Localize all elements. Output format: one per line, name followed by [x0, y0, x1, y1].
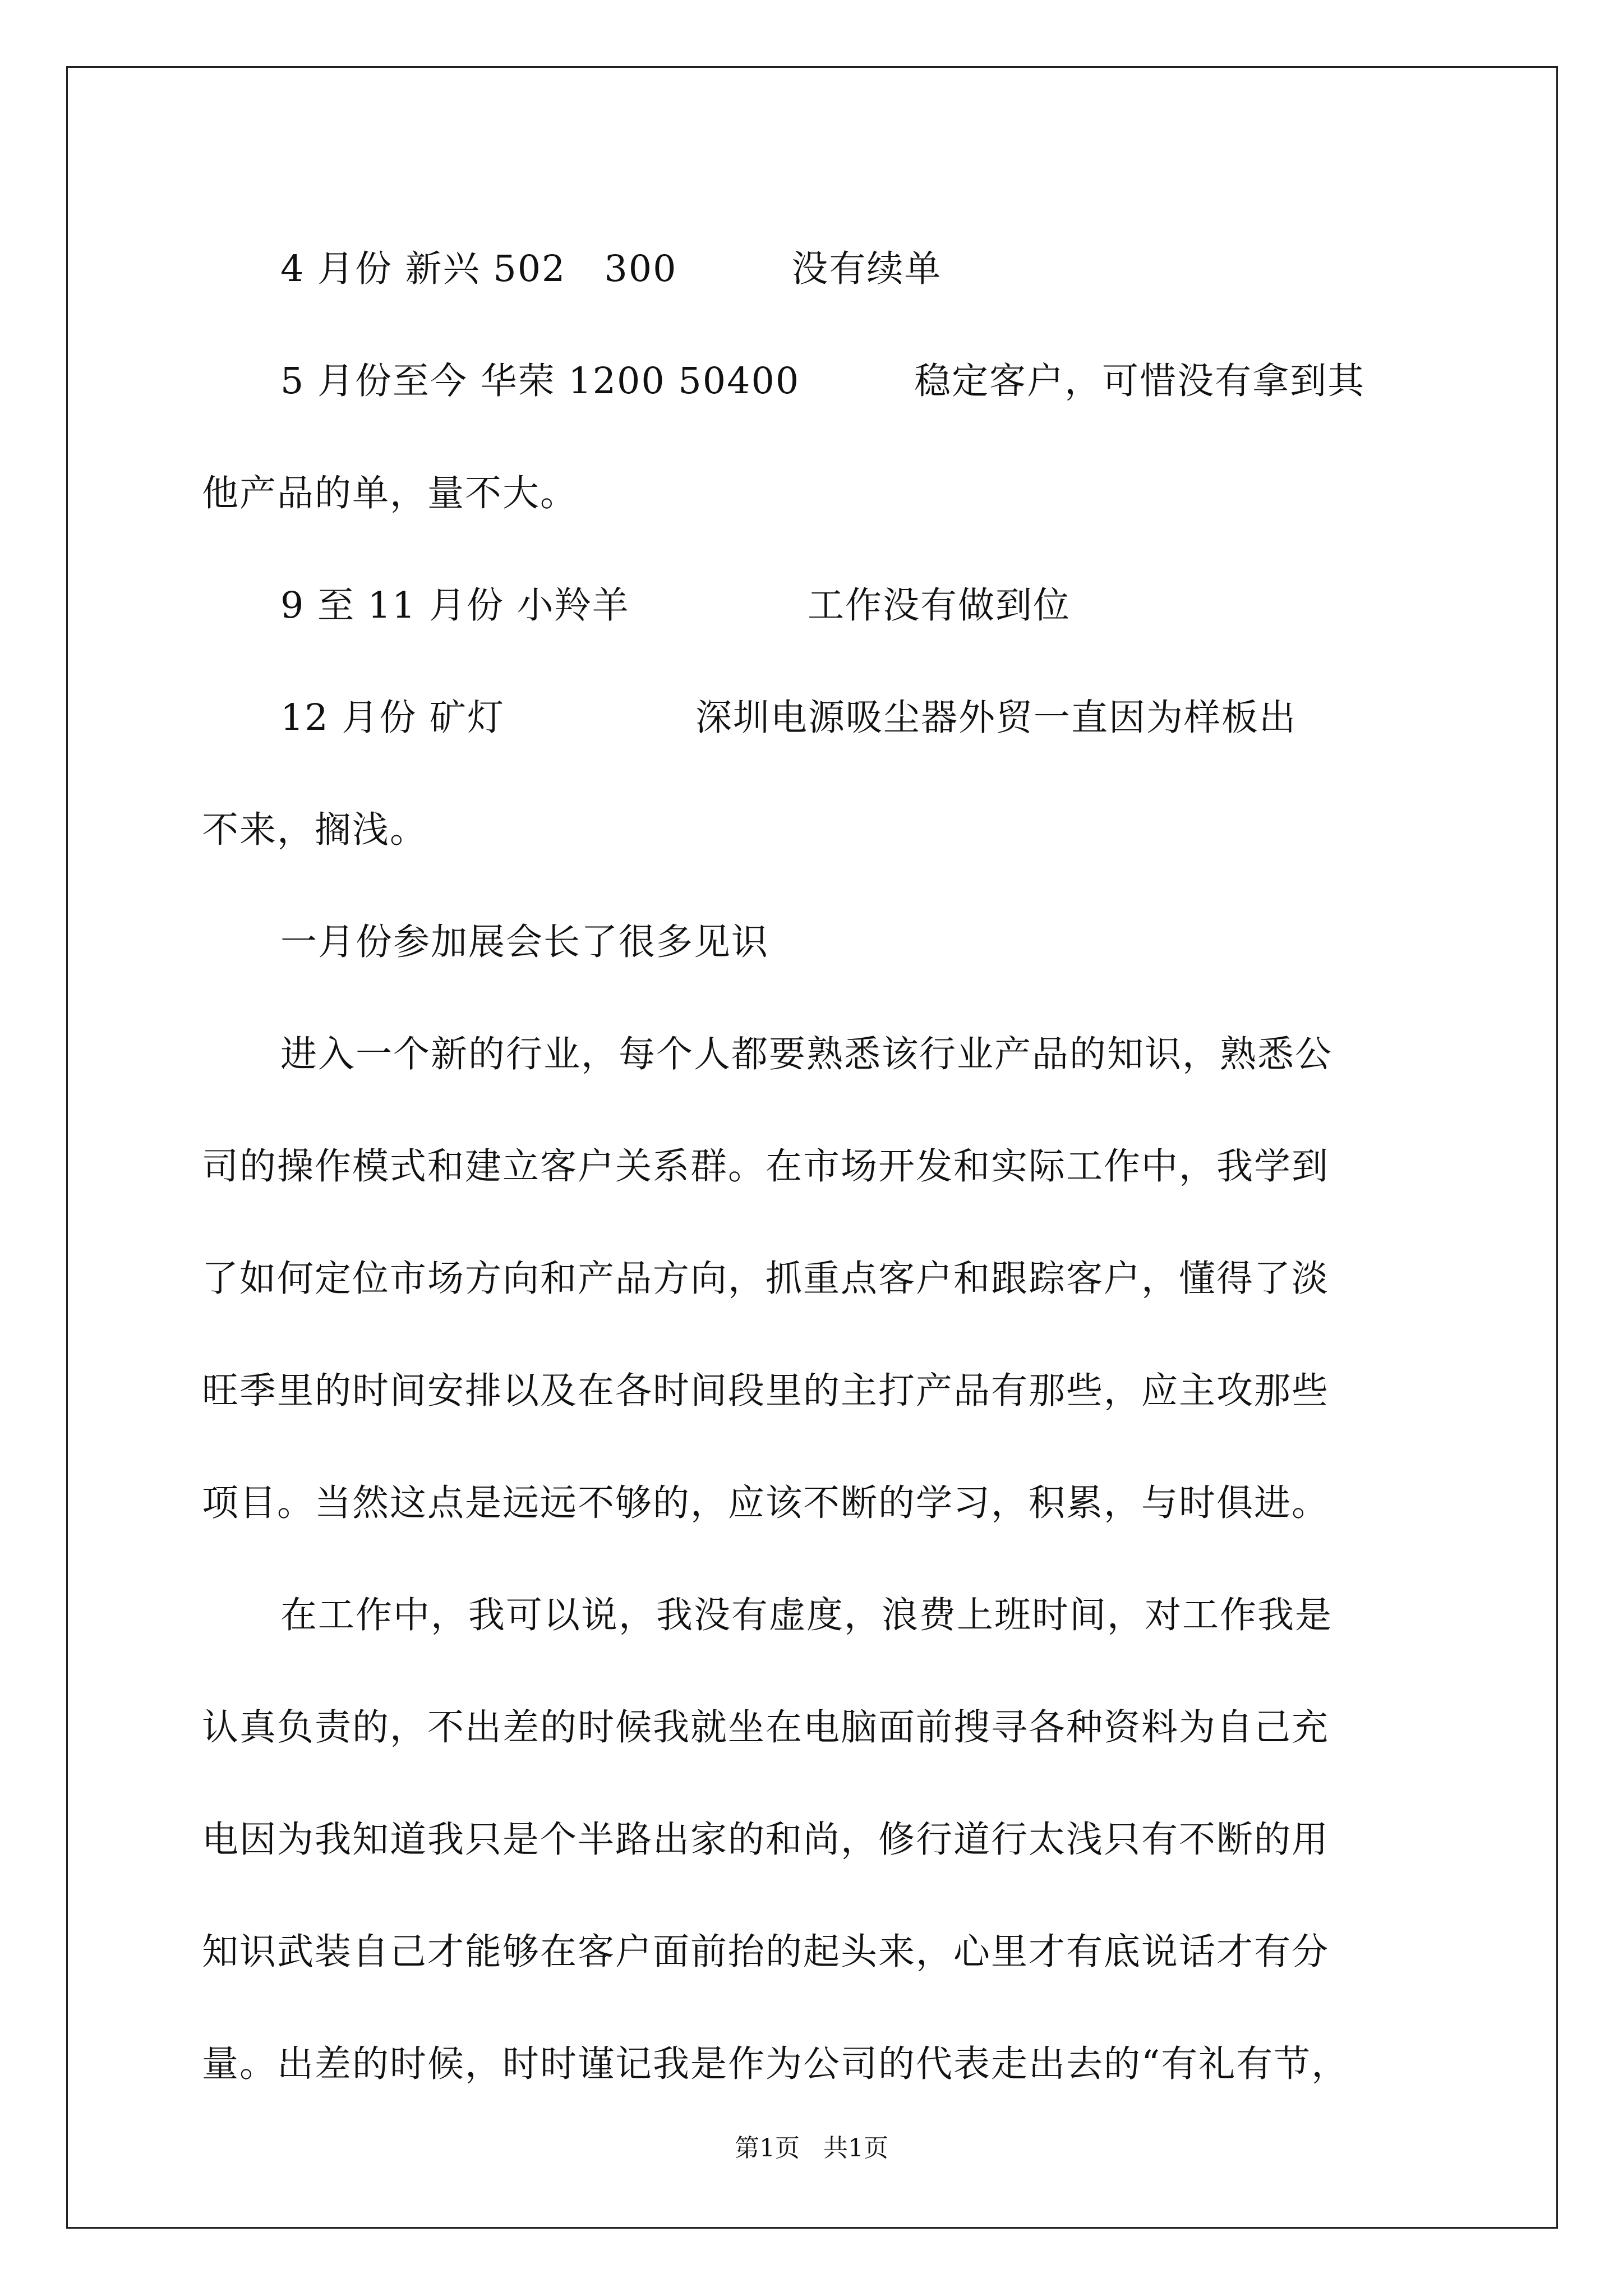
text-line: 一月份参加展会长了很多见识	[280, 921, 769, 963]
text-line: 认真负责的，不出差的时候我就坐在电脑面前搜寻各种资料为自己充	[202, 1706, 1330, 1749]
text-line: 12 月份 矿灯 深圳电源吸尘器外贸一直因为样板出	[280, 697, 1297, 739]
text-line: 在工作中，我可以说，我没有虚度，浪费上班时间，对工作我是	[280, 1594, 1333, 1636]
text-line: 了如何定位市场方向和产品方向，抓重点客户和跟踪客户，懂得了淡	[202, 1258, 1330, 1300]
text-line: 进入一个新的行业，每个人都要熟悉该行业产品的知识，熟悉公	[280, 1033, 1333, 1075]
text-line: 知识武装自己才能够在客户面前抬的起头来，心里才有底说话才有分	[202, 1931, 1330, 1973]
text-line: 他产品的单，量不大。	[202, 472, 578, 514]
text-line: 项目。当然这点是远远不够的，应该不断的学习，积累，与时俱进。	[202, 1482, 1330, 1524]
text-line: 5 月份至今 华荣 1200 50400 稳定客户，可惜没有拿到其	[280, 360, 1366, 402]
text-line: 旺季里的时间安排以及在各时间段里的主打产品有那些，应主攻那些	[202, 1370, 1330, 1412]
text-line: 电因为我知道我只是个半路出家的和尚，修行道行太浅只有不断的用	[202, 1819, 1330, 1861]
text-line: 司的操作模式和建立客户关系群。在市场开发和实际工作中，我学到	[202, 1145, 1330, 1188]
text-line: 4 月份 新兴 502 300 没有续单	[280, 248, 942, 290]
document-body	[202, 213, 1424, 2120]
text-line: 不来，搁浅。	[202, 809, 428, 851]
text-line: 9 至 11 月份 小羚羊 工作没有做到位	[280, 585, 1071, 627]
page-footer: 第1页 共1页	[735, 2134, 888, 2162]
text-line: 量。出差的时候，时时谨记我是作为公司的代表走出去的“有礼有节，	[202, 2043, 1349, 2085]
